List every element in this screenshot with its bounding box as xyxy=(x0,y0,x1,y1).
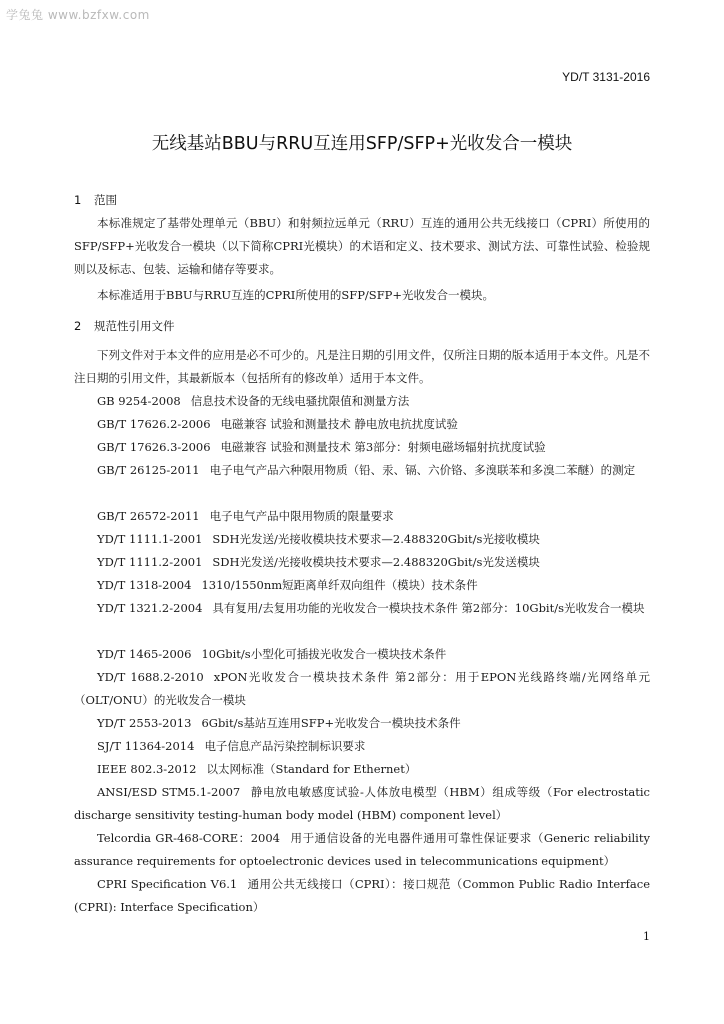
reference-code: YD/T 1321.2-2004 xyxy=(97,601,203,615)
section-title: 范围 xyxy=(94,193,117,207)
section-number: 2 xyxy=(74,319,82,333)
document-title: 无线基站BBU与RRU互连用SFP/SFP+光收发合一模块 xyxy=(151,134,573,154)
reference-title: 10Gbit/s小型化可插拔光收发合一模块技术条件 xyxy=(201,647,447,661)
reference-code: GB/T 17626.3-2006 xyxy=(97,440,211,454)
section-heading-scope xyxy=(74,192,117,208)
section-title: 规范性引用文件 xyxy=(94,319,175,333)
reference-title: 电子电气产品中限用物质的限量要求 xyxy=(209,509,394,523)
reference-item xyxy=(74,643,650,666)
page-number: 1 xyxy=(643,930,650,943)
reference-title: xPON光收发合一模块技术条件 第2部分：用于EPON光线路终端/光网络单元（OLT/ONU）的光收发合一模块 xyxy=(74,670,650,707)
reference-title: 通用公共无线接口（CPRI）：接口规范（Common Public Radio Interface (CPRI): Interface Specification） xyxy=(74,877,651,914)
reference-code: YD/T 1688.2-2010 xyxy=(97,670,204,684)
reference-title: SDH光发送/光接收模块技术要求—2.488320Gbit/s光发送模块 xyxy=(212,555,540,569)
reference-title: 电子电气产品六种限用物质（铅、汞、镉、六价铬、多溴联苯和多溴二苯醚）的测定 xyxy=(209,463,636,477)
section-number: 1 xyxy=(74,193,82,207)
reference-title: 电磁兼容 试验和测量技术 静电放电抗扰度试验 xyxy=(220,417,458,431)
reference-code: GB/T 26125-2011 xyxy=(97,463,200,477)
reference-title: 电磁兼容 试验和测量技术 第3部分：射频电磁场辐射抗扰度试验 xyxy=(220,440,546,454)
reference-item xyxy=(74,597,650,620)
reference-item xyxy=(74,459,650,482)
reference-code: YD/T 1465-2006 xyxy=(97,647,192,661)
section-heading-normative-references xyxy=(74,318,175,334)
reference-title: 电子信息产品污染控制标识要求 xyxy=(204,739,366,753)
reference-code: GB/T 26572-2011 xyxy=(97,509,200,523)
reference-code: YD/T 2553-2013 xyxy=(97,716,192,730)
reference-item xyxy=(74,436,650,459)
reference-code: ANSI/ESD STM5.1-2007 xyxy=(97,785,241,799)
paragraph: 下列文件对于本文件的应用是必不可少的。凡是注日期的引用文件，仅所注日期的版本适用于本文件。凡是不注日期的引用文件，其最新版本（包括所有的修改单）适用于本文件。 xyxy=(74,348,650,385)
reference-item xyxy=(74,390,650,413)
reference-item xyxy=(74,413,650,436)
reference-item xyxy=(74,735,650,758)
reference-item xyxy=(74,528,650,551)
reference-code: GB 9254-2008 xyxy=(97,394,181,408)
watermark-text: 学兔兔 www.bzfxw.com xyxy=(6,8,150,22)
document-code: YD/T 3131-2016 xyxy=(562,70,650,84)
reference-code: YD/T 1318-2004 xyxy=(97,578,192,592)
reference-title: 静电放电敏感度试验-人体放电模型（HBM）组成等级（For electrostatic discharge sensitivity testing-human body model (HBM) component level） xyxy=(74,785,651,822)
reference-title: 1310/1550nm短距离单纤双向组件（模块）技术条件 xyxy=(201,578,478,592)
reference-item xyxy=(74,666,650,712)
reference-title: 具有复用/去复用功能的光收发合一模块技术条件 第2部分：10Gbit/s光收发合一模块 xyxy=(212,601,645,615)
paragraph: 本标准规定了基带处理单元（BBU）和射频拉远单元（RRU）互连的通用公共无线接口（CPRI）所使用的SFP/SFP+光收发合一模块（以下简称CPRI光模块）的术语和定义、技术要求、测试方法、可靠性试验、检验规则以及标志、包装、运输和储存等要求。 xyxy=(74,216,650,276)
reference-code: GB/T 17626.2-2006 xyxy=(97,417,211,431)
reference-item xyxy=(74,712,650,735)
reference-item xyxy=(74,758,650,781)
reference-title: 6Gbit/s基站互连用SFP+光收发合一模块技术条件 xyxy=(201,716,461,730)
reference-title: SDH光发送/光接收模块技术要求—2.488320Gbit/s光接收模块 xyxy=(212,532,540,546)
reference-item xyxy=(74,873,650,919)
reference-title: 用于通信设备的光电器件通用可靠性保证要求（Generic reliability assurance requirements for optoelectronic devices used in telecommunications equipment） xyxy=(74,831,650,868)
reference-code: Telcordia GR-468-CORE：2004 xyxy=(97,831,280,845)
reference-code: YD/T 1111.2-2001 xyxy=(97,555,203,569)
reference-item xyxy=(74,781,650,827)
reference-item xyxy=(74,505,650,528)
reference-code: YD/T 1111.1-2001 xyxy=(97,532,203,546)
reference-code: CPRI Specification V6.1 xyxy=(97,877,238,891)
reference-item xyxy=(74,574,650,597)
reference-title: 以太网标准（Standard for Ethernet） xyxy=(206,762,417,776)
reference-code: IEEE 802.3-2012 xyxy=(97,762,197,776)
reference-title: 信息技术设备的无线电骚扰限值和测量方法 xyxy=(190,394,410,408)
reference-item xyxy=(74,551,650,574)
reference-item xyxy=(74,827,650,873)
reference-code: SJ/T 11364-2014 xyxy=(97,739,195,753)
paragraph: 本标准适用于BBU与RRU互连的CPRI所使用的SFP/SFP+光收发合一模块。 xyxy=(97,288,495,302)
